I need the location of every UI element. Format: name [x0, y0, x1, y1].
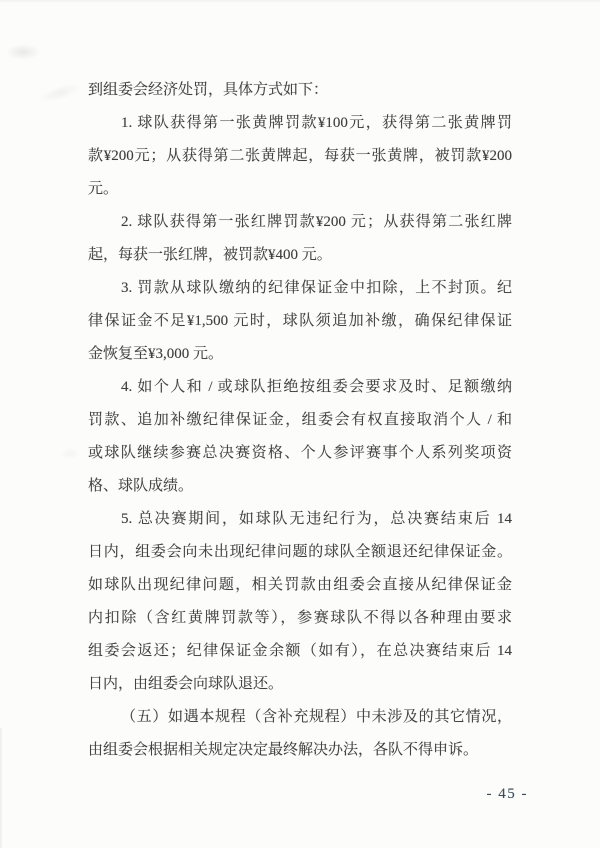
text-line: 日内，由组委会向球队退还。: [88, 676, 284, 692]
scan-smudge: [60, 448, 80, 460]
text-line: 日内，组委会向未出现纪律问题的球队全额退还纪律保证金。: [88, 544, 512, 560]
text-line: 金恢复至¥3,000 元。: [88, 346, 224, 362]
text-line: 2. 球队获得第一张红牌罚款¥200 元；从获得第二张红牌: [121, 214, 512, 230]
text-line: 元。: [88, 181, 119, 197]
text-line: 内扣除（含红黄牌罚款等），参赛球队不得以各种理由要求: [88, 610, 512, 626]
text-line: 5. 总决赛期间，如球队无违纪行为，总决赛结束后 14: [121, 511, 512, 527]
text-line: 律保证金不足¥1,500 元时，球队须追加补缴，确保纪律保证: [88, 313, 512, 329]
scan-smudge: [37, 80, 83, 107]
text-line: 款¥200元；从获得第二张黄牌起，每获一张黄牌，被罚款¥200: [88, 148, 512, 164]
text-line: 4. 如个人和 / 或球队拒绝按组委会要求及时、足额缴纳: [121, 379, 512, 395]
text-line: 1. 球队获得第一张黄牌罚款¥100元，获得第二张黄牌罚: [121, 115, 512, 131]
text-line: 到组委会经济处罚，具体方式如下：: [88, 82, 329, 98]
text-line: 起，每获一张红牌，被罚款¥400 元。: [88, 247, 332, 263]
scan-smudge: [6, 44, 40, 60]
text-line: 由组委会根据相关规定决定最终解决办法，各队不得申诉。: [88, 742, 479, 758]
text-line: 如球队出现纪律问题，相关罚款由组委会直接从纪律保证金: [88, 577, 512, 593]
text-line: （五）如遇本规程（含补充规程）中未涉及的其它情况，: [121, 709, 512, 725]
text-line: 罚款、追加补缴纪律保证金，组委会有权直接取消个人 / 和: [88, 412, 512, 428]
page-number: - 45 -: [486, 786, 528, 802]
scan-edge-artifact: [0, 728, 3, 848]
text-line: 组委会返还；纪律保证金余额（如有），在总决赛结束后 14: [88, 643, 512, 659]
text-line: 或球队继续参赛总决赛资格、个人参评赛事个人系列奖项资: [88, 445, 512, 461]
document-body: [88, 74, 512, 767]
text-line: 格、球队成绩。: [88, 478, 194, 494]
scan-edge-artifact: [0, 0, 600, 3]
text-line: 3. 罚款从球队缴纳的纪律保证金中扣除，上不封顶。纪: [121, 280, 512, 296]
